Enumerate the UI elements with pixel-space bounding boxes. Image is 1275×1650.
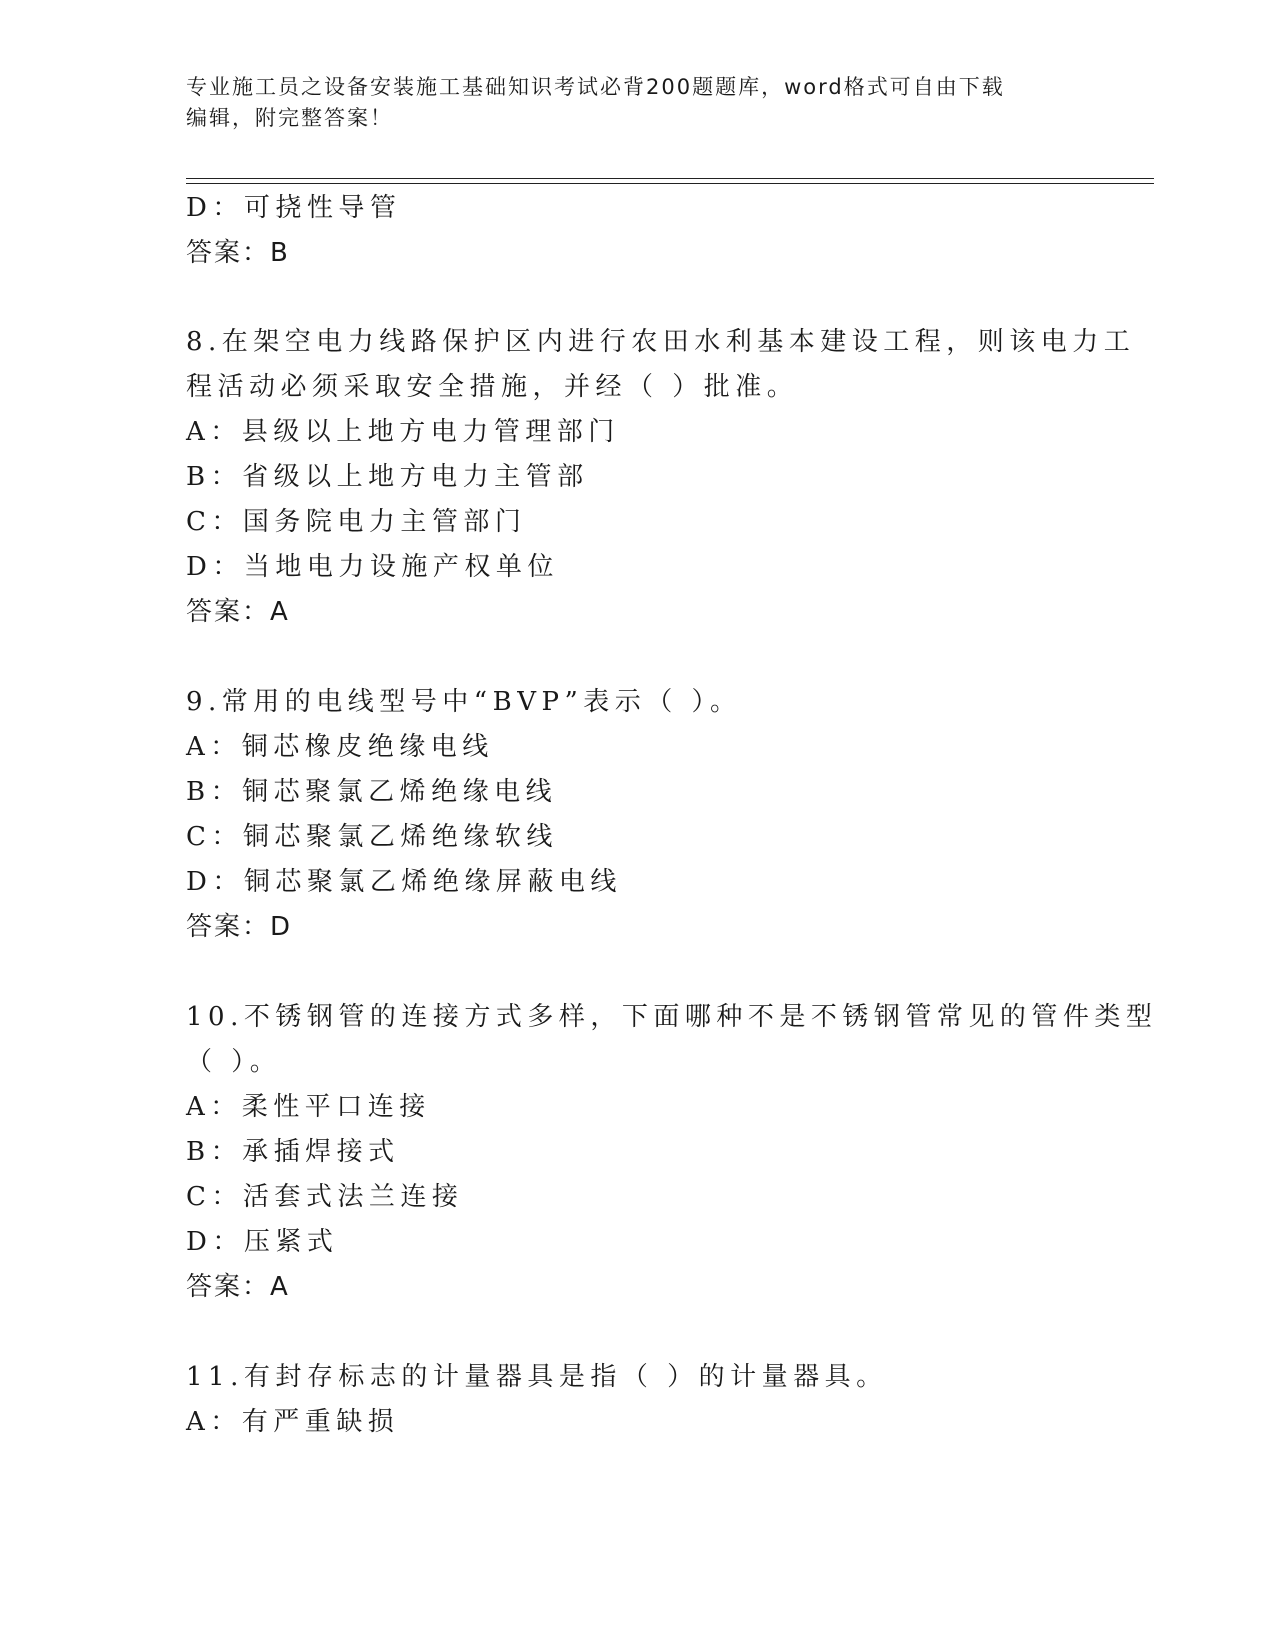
q9-option-d: D：铜芯聚氯乙烯绝缘屏蔽电线 [186, 867, 622, 897]
q8-stem-line-2: 程活动必须采取安全措施，并经（ ）批准。 [186, 372, 799, 402]
q10-option-a: A：柔性平口连接 [186, 1092, 431, 1122]
q9-stem-line-1: 9.常用的电线型号中“BVP”表示（ ）。 [186, 687, 742, 717]
prev-option-d: D：可挠性导管 [186, 193, 402, 223]
q8-option-a: A：县级以上地方电力管理部门 [186, 417, 620, 447]
q8-option-b: B：省级以上地方电力主管部 [186, 462, 589, 492]
q10-option-c: C：活套式法兰连接 [186, 1182, 464, 1212]
document-header [186, 72, 1086, 134]
q10-answer: 答案：A [186, 1272, 290, 1302]
prev-answer: 答案：B [186, 238, 290, 268]
q9-option-c: C：铜芯聚氯乙烯绝缘软线 [186, 822, 558, 852]
q9-answer: 答案：D [186, 912, 293, 942]
header-title-line-1: 专业施工员之设备安装施工基础知识考试必背200题题库，word格式可自由下载 [186, 75, 1005, 99]
q9-option-a: A：铜芯橡皮绝缘电线 [186, 732, 494, 762]
q10-stem-line-2: （ ）。 [186, 1047, 282, 1077]
q8-option-d: D：当地电力设施产权单位 [186, 552, 559, 582]
q8-stem-line-1: 8.在架空电力线路保护区内进行农田水利基本建设工程，则该电力工 [186, 327, 1136, 357]
q8-option-c: C：国务院电力主管部门 [186, 507, 527, 537]
header-divider-bottom [186, 183, 1154, 184]
header-title-line-2: 编辑，附完整答案！ [186, 106, 393, 130]
header-divider-top [186, 178, 1154, 179]
q11-stem-line-1: 11.有封存标志的计量器具是指（ ）的计量器具。 [186, 1362, 888, 1392]
q10-stem-line-1: 10.不锈钢管的连接方式多样，下面哪种不是不锈钢管常见的管件类型 [186, 1002, 1158, 1032]
q10-option-d: D：压紧式 [186, 1227, 339, 1257]
q9-option-b: B：铜芯聚氯乙烯绝缘电线 [186, 777, 558, 807]
q10-option-b: B：承插焊接式 [186, 1137, 400, 1167]
q11-option-a: A：有严重缺损 [186, 1407, 400, 1437]
q8-answer: 答案：A [186, 597, 290, 627]
